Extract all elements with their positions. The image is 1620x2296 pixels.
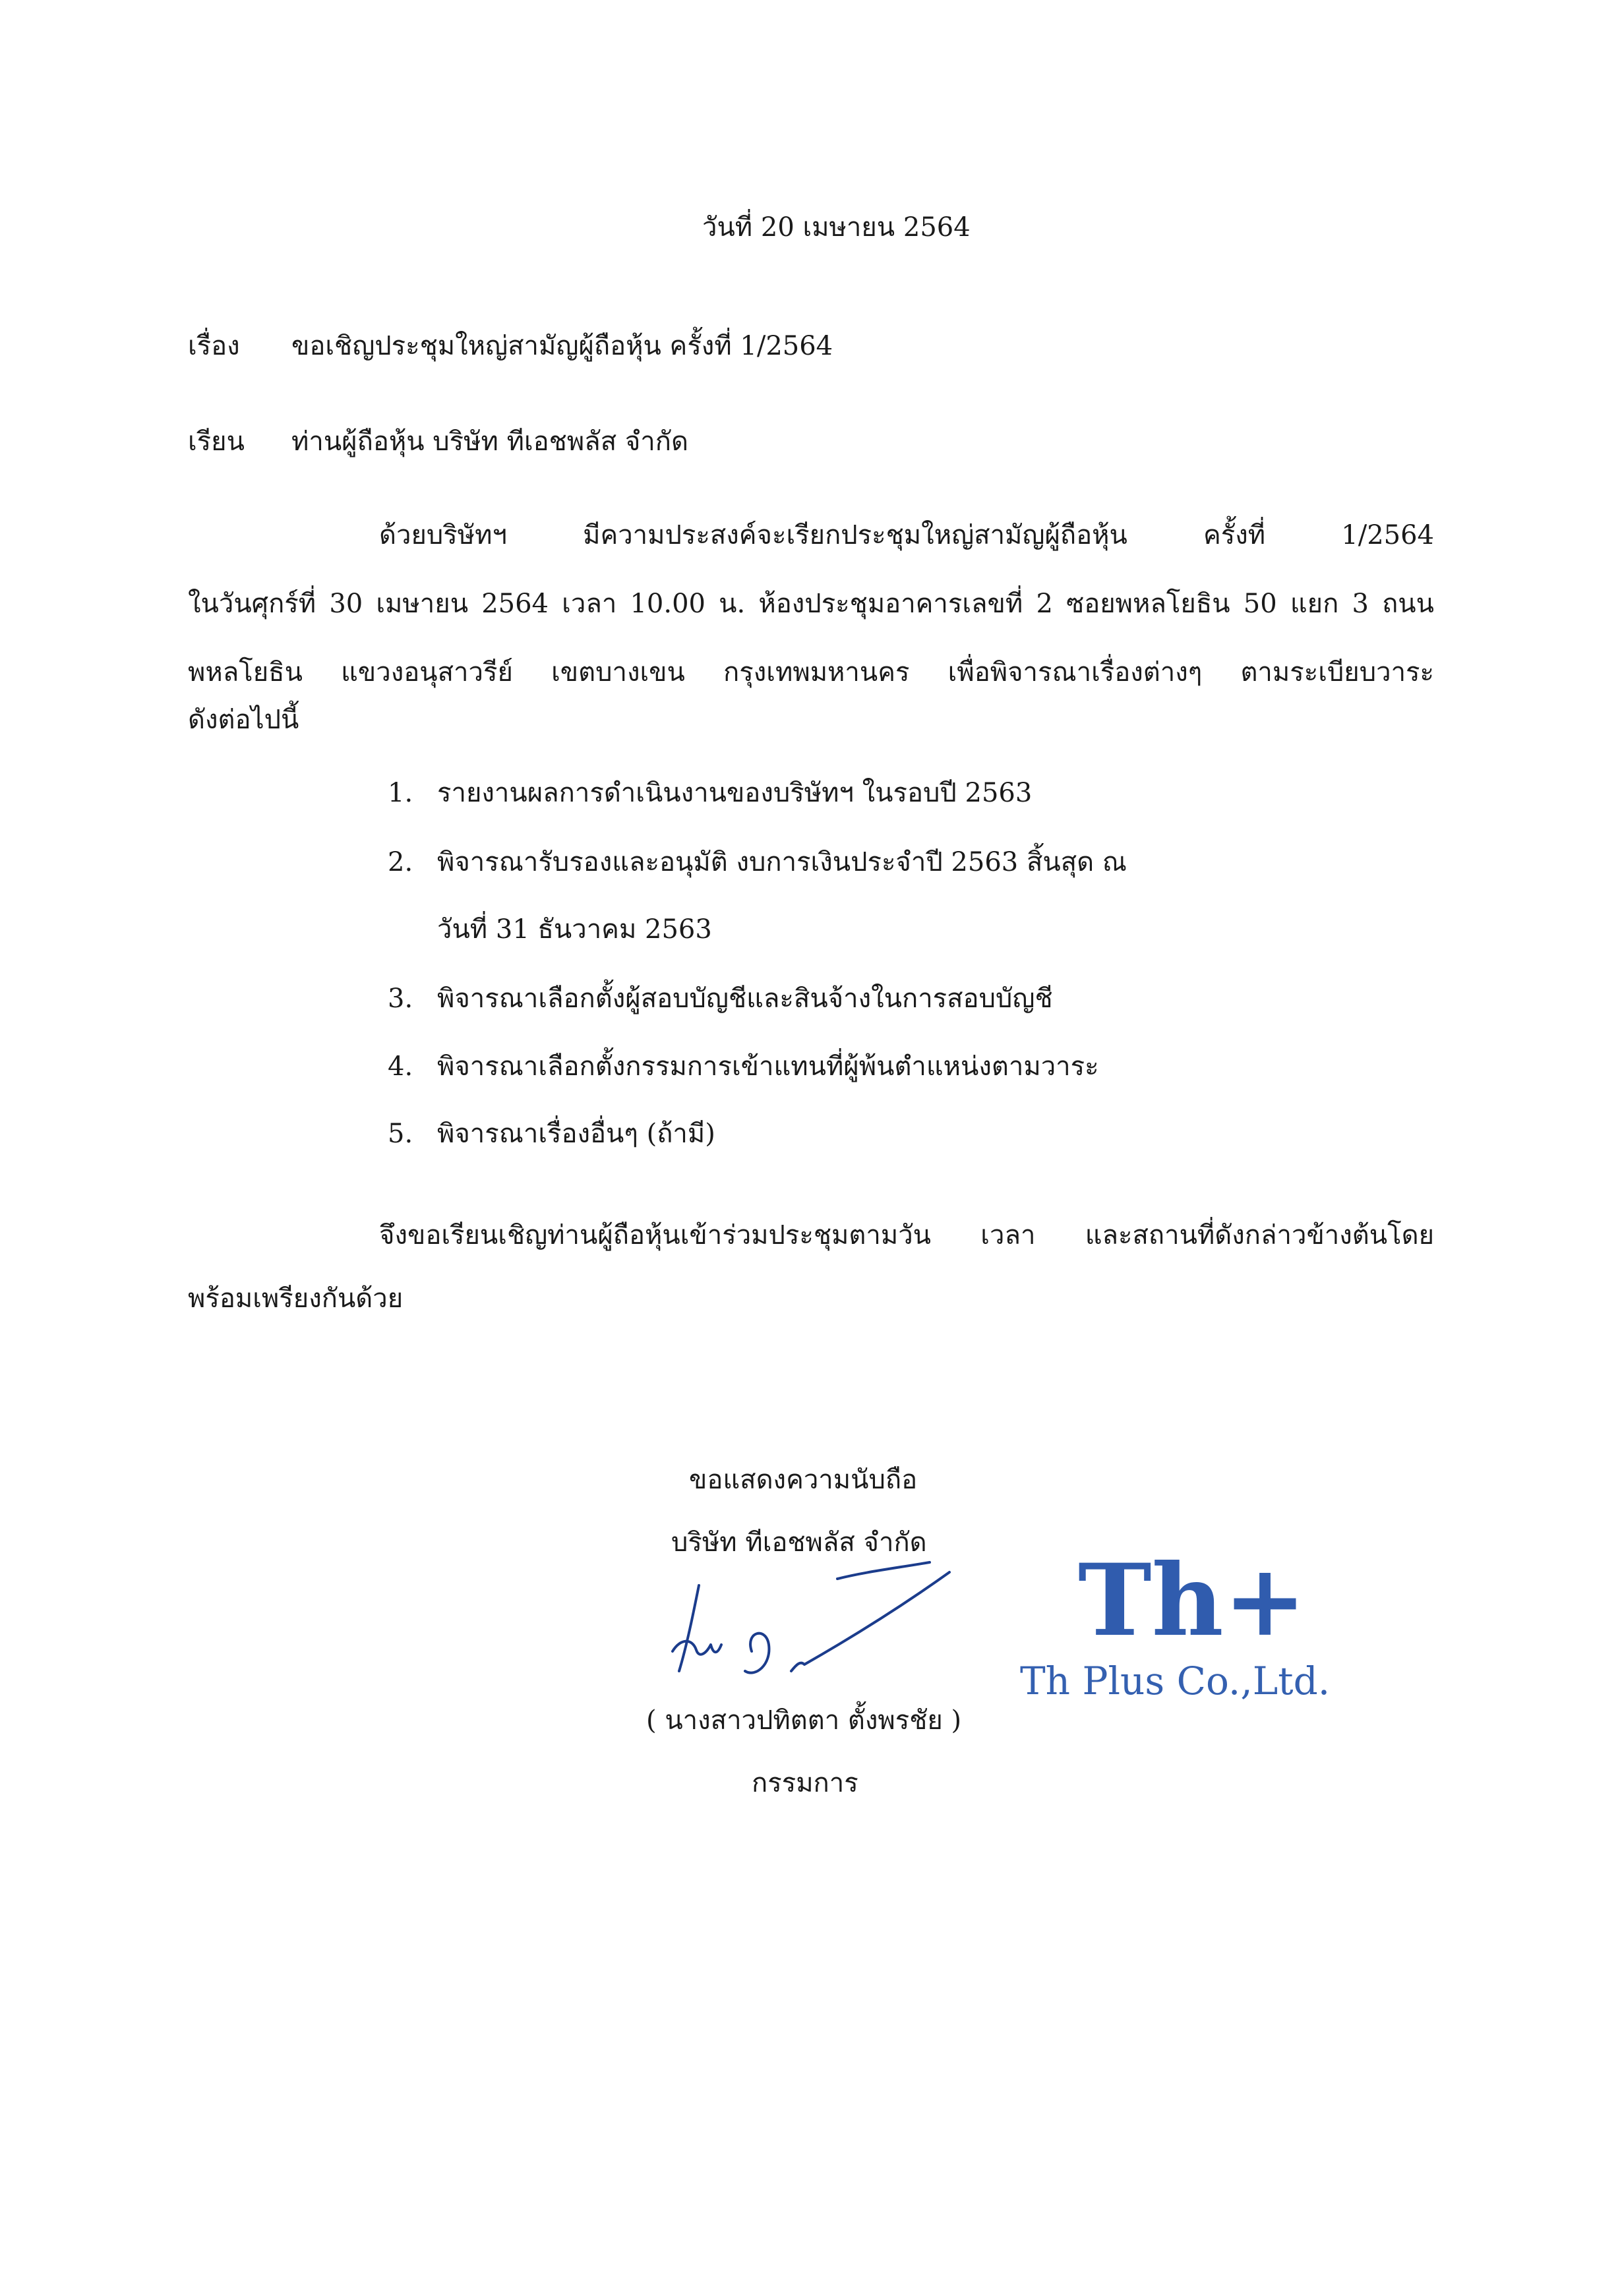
agenda-item-1: รายงานผลการดำเนินงานของบริษัทฯ ในรอบปี 2563 bbox=[437, 778, 1033, 808]
agenda-number-4: 4. bbox=[388, 1051, 413, 1082]
body-line-1-text: ด้วยบริษัทฯ มีความประสงค์จะเรียกประชุมใหญ่สามัญผู้ถือหุ้น ครั้งที่ 1/2564 bbox=[379, 520, 1434, 550]
closing-line-2: พร้อมเพรียงกันด้วย bbox=[188, 1283, 404, 1314]
signer-position: กรรมการ bbox=[752, 1768, 858, 1798]
agenda-number-5: 5. bbox=[388, 1119, 413, 1149]
agenda-number-1: 1. bbox=[388, 778, 413, 808]
signature bbox=[640, 1539, 982, 1697]
recipient-label: เรียน bbox=[188, 427, 245, 457]
agenda-number-3: 3. bbox=[388, 984, 413, 1014]
body-paragraph bbox=[188, 501, 1434, 707]
body-line-4: ดังต่อไปนี้ bbox=[188, 705, 299, 735]
stamp-company-name: Th Plus Co.,Ltd. bbox=[1020, 1659, 1331, 1703]
sign-company: บริษัท ทีเอชพลัส จำกัด bbox=[671, 1527, 927, 1558]
agenda-item-2-continued: วันที่ 31 ธันวาคม 2563 bbox=[437, 914, 712, 945]
agenda-item-5: พิจารณาเรื่องอื่นๆ (ถ้ามี) bbox=[437, 1119, 715, 1149]
subject-text: ขอเชิญประชุมใหญ่สามัญผู้ถือหุ้น ครั้งที่ 1/2564 bbox=[291, 331, 833, 361]
body-line-2: ในวันศุกร์ที่ 30 เมษายน 2564 เวลา 10.00 น. ห้องประชุมอาคารเลขที่ 2 ซอยพหลโยธิน 50 แยก 3 ถนน bbox=[188, 589, 1434, 619]
agenda-number-2: 2. bbox=[388, 847, 413, 877]
stamp-logo: Th+ bbox=[1078, 1556, 1307, 1659]
subject-label: เรื่อง bbox=[188, 331, 240, 361]
agenda-item-3: พิจารณาเลือกตั้งผู้สอบบัญชีและสินจ้างในการสอบบัญชี bbox=[437, 984, 1053, 1014]
recipient-text: ท่านผู้ถือหุ้น บริษัท ทีเอชพลัส จำกัด bbox=[291, 427, 688, 457]
agenda-item-4: พิจารณาเลือกตั้งกรรมการเข้าแทนที่ผู้พ้นตำแหน่งตามวาระ bbox=[437, 1051, 1099, 1082]
body-line-1 bbox=[188, 501, 1434, 570]
signer-name: ( นางสาวปทิตตา ตั้งพรชัย ) bbox=[646, 1705, 962, 1736]
company-stamp bbox=[1012, 1556, 1447, 1727]
body-line-3: พหลโยธิน แขวงอนุสาวรีย์ เขตบางเขน กรุงเทพมหานคร เพื่อพิจารณาเรื่องต่างๆ ตามระเบียบวาระ bbox=[188, 657, 1434, 688]
closing-paragraph: จึงขอเรียนเชิญท่านผู้ถือหุ้นเข้าร่วมประชุมตามวัน เวลา และสถานที่ดังกล่าวข้างต้นโดย bbox=[379, 1220, 1434, 1251]
agenda-item-2: พิจารณารับรองและอนุมัติ งบการเงินประจำปี 2563 สิ้นสุด ณ bbox=[437, 847, 1127, 877]
letter-date: วันที่ 20 เมษายน 2564 bbox=[702, 212, 971, 243]
sign-closing: ขอแสดงความนับถือ bbox=[689, 1465, 918, 1495]
